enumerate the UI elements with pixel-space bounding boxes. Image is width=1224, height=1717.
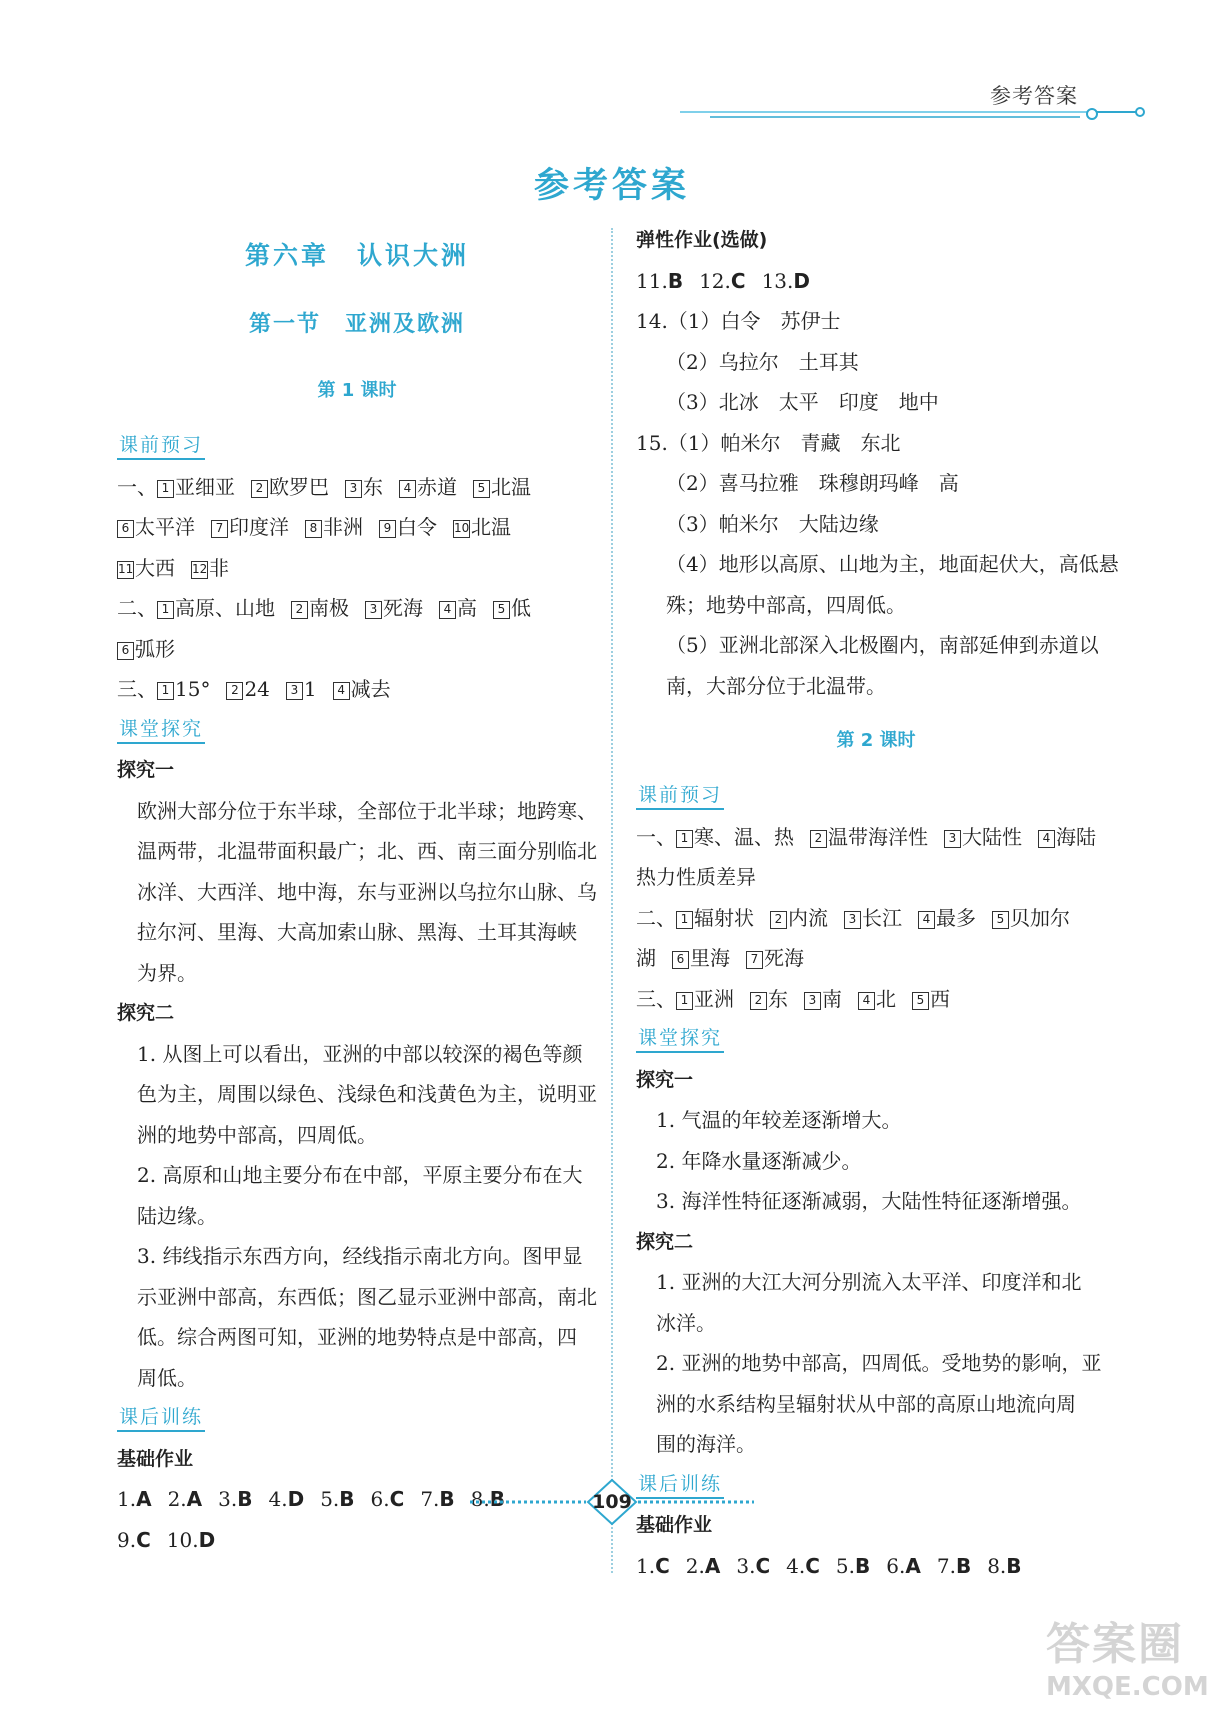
answer-line: 热力性质差异 bbox=[636, 865, 756, 889]
paragraph-line: 3. 纬线指示东西方向，经线指示南北方向。图甲显 bbox=[137, 1244, 583, 1268]
number-box: 1 bbox=[676, 830, 693, 848]
choice: A bbox=[186, 1487, 203, 1511]
q-num: 5. bbox=[320, 1487, 340, 1511]
paragraph-line: 洲的地势中部高，四周低。 bbox=[137, 1122, 377, 1147]
number-box: 4 bbox=[918, 911, 935, 929]
lesson-title: 第 1 课时 bbox=[317, 380, 397, 401]
answer-text: 温带海洋性 bbox=[828, 824, 928, 849]
item-prefix: 二、 bbox=[117, 596, 157, 620]
number-box: 10 bbox=[453, 520, 470, 538]
choice: B bbox=[955, 1553, 972, 1578]
paragraph-line: 冰洋、大西洋、地中海，东与亚洲以乌拉尔山脉、乌 bbox=[137, 879, 597, 904]
answer-text: 15° bbox=[175, 677, 211, 701]
answer-text: 印度洋 bbox=[229, 515, 289, 539]
choice: B bbox=[439, 1487, 455, 1511]
paragraph-line: 2. 年降水量逐渐减少。 bbox=[656, 1148, 862, 1173]
q-num: 5. bbox=[835, 1553, 856, 1578]
number-box: 4 bbox=[858, 992, 875, 1010]
tag-label: 课后训练 bbox=[117, 1404, 205, 1432]
answer-text: 亚细亚 bbox=[175, 474, 235, 499]
number-box: 2 bbox=[226, 682, 243, 700]
choice: A bbox=[905, 1553, 921, 1578]
answer-text: 高 bbox=[457, 596, 477, 620]
answer-text: 大陆性 bbox=[962, 824, 1022, 849]
answer-text: 南 bbox=[822, 986, 842, 1011]
q-num: 9. bbox=[117, 1527, 137, 1552]
paragraph-line: 洲的水系结构呈辐射状从中部的高原山地流向周 bbox=[656, 1391, 1076, 1416]
paragraph-line: 1. 从图上可以看出，亚洲的中部以较深的褐色等颜 bbox=[137, 1041, 583, 1066]
number-box: 1 bbox=[157, 480, 174, 498]
elastic-heading: 弹性作业(选做) bbox=[636, 229, 768, 251]
answer-line bbox=[117, 588, 597, 629]
paragraph-line: 周低。 bbox=[137, 1365, 197, 1390]
number-box: 6 bbox=[117, 642, 134, 660]
number-box: 12 bbox=[191, 561, 208, 579]
q-num: 6. bbox=[886, 1553, 906, 1578]
q-num: 7. bbox=[420, 1487, 440, 1511]
tag-preview bbox=[636, 776, 1116, 817]
answer-text: 贝加尔 bbox=[1010, 905, 1070, 930]
number-box: 4 bbox=[439, 601, 456, 619]
q-num: 8. bbox=[987, 1553, 1007, 1578]
choice: C bbox=[755, 1553, 771, 1578]
answer-text: 低 bbox=[511, 596, 531, 620]
number-box: 4 bbox=[333, 682, 350, 700]
choice: C bbox=[655, 1553, 670, 1578]
watermark-logo: 答案圈 bbox=[1046, 1619, 1184, 1670]
answer-text: 赤道 bbox=[417, 474, 457, 499]
answer-line bbox=[117, 629, 597, 670]
number-box: 5 bbox=[912, 992, 929, 1010]
answer-line: （2）喜马拉雅 珠穆朗玛峰 高 bbox=[666, 471, 959, 495]
answer-text: 里海 bbox=[690, 946, 730, 970]
answer-line: （4）地形以高原、山地为主，地面起伏大，高低悬 bbox=[666, 552, 1119, 576]
paragraph-line: 欧洲大部分位于东半球，全部位于北半球；地跨寒、 bbox=[137, 798, 597, 823]
item-prefix: 一、 bbox=[117, 474, 157, 499]
paragraph-line: 低。综合两图可知，亚洲的地势特点是中部高，四 bbox=[137, 1325, 577, 1349]
answer-line bbox=[636, 261, 1116, 302]
tag-class bbox=[117, 710, 597, 751]
choice: B bbox=[339, 1487, 355, 1511]
choice: B bbox=[667, 268, 684, 293]
choice: D bbox=[793, 268, 810, 293]
paragraph-line: 陆边缘。 bbox=[137, 1203, 217, 1228]
answer-text: 海陆 bbox=[1056, 824, 1096, 849]
number-box: 4 bbox=[1038, 830, 1055, 848]
answer-text: 白令 bbox=[397, 515, 437, 539]
paragraph-line: 温两带，北温带面积最广；北、西、南三面分别临北 bbox=[137, 839, 597, 863]
number-box: 3 bbox=[844, 911, 861, 929]
answer-line: 殊；地势中部高，四周低。 bbox=[666, 592, 906, 617]
basic-heading: 基础作业 bbox=[117, 1447, 194, 1470]
section-title: 第一节 亚洲及欧洲 bbox=[248, 311, 465, 337]
answer-text: 最多 bbox=[936, 905, 976, 930]
answer-text: 亚洲 bbox=[694, 986, 734, 1011]
chapter-title: 第六章 认识大洲 bbox=[244, 241, 469, 270]
paragraph-line: 1. 亚洲的大江大河分别流入太平洋、印度洋和北 bbox=[656, 1270, 1082, 1294]
answer-text: 非 bbox=[209, 555, 229, 580]
paragraph-line: 冰洋。 bbox=[656, 1310, 716, 1335]
lesson-title: 第 2 课时 bbox=[836, 730, 916, 751]
q-num: 10. bbox=[166, 1527, 199, 1552]
watermark-url: MXQE.COM bbox=[1046, 1672, 1209, 1702]
answer-text: 南极 bbox=[309, 596, 349, 620]
q-num: 1. bbox=[117, 1487, 137, 1511]
number-box: 3 bbox=[804, 992, 821, 1010]
answer-line bbox=[117, 669, 597, 710]
answer-line bbox=[636, 938, 1116, 979]
tag-label: 课后训练 bbox=[636, 1471, 724, 1499]
number-box: 1 bbox=[676, 911, 693, 929]
number-box: 3 bbox=[345, 480, 362, 498]
item-prefix: 三、 bbox=[117, 677, 157, 701]
answer-text: 死海 bbox=[764, 946, 804, 970]
answer-line: （5）亚洲北部深入北极圈内，南部延伸到赤道以 bbox=[666, 633, 1099, 657]
q-num: 2. bbox=[167, 1487, 187, 1511]
choice: D bbox=[198, 1527, 216, 1552]
answer-text: 长江 bbox=[862, 905, 902, 930]
choice: D bbox=[287, 1487, 305, 1511]
number-box: 6 bbox=[117, 520, 134, 538]
explore-heading: 探究一 bbox=[117, 759, 175, 781]
number-box: 5 bbox=[493, 601, 510, 619]
paragraph-line: 色为主，周围以绿色、浅绿色和浅黄色为主，说明亚 bbox=[137, 1082, 597, 1106]
answer-line: （2）乌拉尔 土耳其 bbox=[666, 349, 859, 374]
choice: C bbox=[730, 268, 746, 293]
number-box: 2 bbox=[251, 480, 268, 498]
answer-line: 南，大部分位于北温带。 bbox=[666, 673, 886, 698]
answer-text: 东 bbox=[768, 986, 788, 1011]
number-box: 11 bbox=[117, 561, 134, 579]
answer-line: （3）帕米尔 大陆边缘 bbox=[666, 511, 879, 536]
answer-line: （3）北冰 太平 印度 地中 bbox=[666, 390, 939, 414]
number-box: 3 bbox=[286, 682, 303, 700]
answer-line bbox=[117, 467, 597, 508]
item-prefix: 三、 bbox=[636, 986, 676, 1011]
q-num: 6. bbox=[370, 1487, 390, 1511]
basic-heading: 基础作业 bbox=[636, 1514, 713, 1536]
page-title: 参考答案 bbox=[533, 166, 690, 206]
answer-text: 大西 bbox=[135, 555, 175, 580]
answer-line bbox=[117, 548, 597, 589]
number-box: 2 bbox=[750, 992, 767, 1010]
number-box: 6 bbox=[672, 951, 689, 969]
answer-text: 湖 bbox=[636, 946, 656, 970]
paragraph-line: 1. 气温的年较差逐渐增大。 bbox=[656, 1108, 902, 1132]
q-num: 13. bbox=[761, 268, 794, 293]
answer-text: 减去 bbox=[350, 677, 391, 701]
paragraph-line: 围的海洋。 bbox=[656, 1432, 756, 1456]
number-box: 7 bbox=[211, 520, 228, 538]
choice: B bbox=[489, 1487, 506, 1511]
choice: C bbox=[389, 1487, 405, 1511]
number-box: 8 bbox=[305, 520, 322, 538]
q-num: 4. bbox=[268, 1487, 288, 1511]
q-num: 12. bbox=[699, 268, 731, 293]
paragraph-line: 2. 亚洲的地势中部高，四周低。受地势的影响，亚 bbox=[656, 1351, 1102, 1375]
number-box: 9 bbox=[379, 520, 396, 538]
answer-text: 24 bbox=[244, 677, 270, 701]
tag-preview bbox=[117, 426, 597, 467]
answer-text: 寒、温、热 bbox=[694, 824, 794, 849]
answer-line bbox=[636, 979, 1116, 1020]
answer-text: 北 bbox=[876, 986, 896, 1011]
tag-label: 课前预习 bbox=[636, 782, 724, 810]
tag-label: 课堂探究 bbox=[636, 1025, 724, 1053]
header-decoration bbox=[0, 100, 1224, 130]
tag-after bbox=[117, 1398, 597, 1439]
q-num: 3. bbox=[736, 1553, 756, 1578]
choice: C bbox=[805, 1553, 820, 1578]
paragraph-line: 拉尔河、里海、大高加索山脉、黑海、土耳其海峡 bbox=[137, 920, 577, 944]
answer-text: 北温 bbox=[491, 474, 531, 499]
page-number: 109 bbox=[592, 1491, 632, 1513]
answer-text: 太平洋 bbox=[135, 515, 195, 539]
number-box: 1 bbox=[157, 682, 174, 700]
answer-line bbox=[636, 898, 1116, 939]
explore-heading: 探究二 bbox=[636, 1230, 694, 1253]
left-column bbox=[117, 220, 597, 1560]
tag-class bbox=[636, 1019, 1116, 1060]
answer-text: 欧罗巴 bbox=[269, 474, 329, 499]
answer-line: 15.（1）帕米尔 青藏 东北 bbox=[636, 430, 901, 455]
tag-label: 课堂探究 bbox=[117, 716, 205, 744]
paragraph-line: 为界。 bbox=[137, 960, 197, 985]
answer-text: 东 bbox=[363, 474, 383, 499]
answer-text: 内流 bbox=[788, 905, 828, 930]
number-box: 7 bbox=[746, 951, 763, 969]
answer-text: 1 bbox=[303, 677, 317, 701]
number-box: 4 bbox=[399, 480, 416, 498]
q-num: 1. bbox=[636, 1553, 656, 1578]
answer-text: 死海 bbox=[383, 596, 423, 620]
number-box: 3 bbox=[365, 601, 382, 619]
paragraph-line: 2. 高原和山地主要分布在中部，平原主要分布在大 bbox=[137, 1163, 583, 1187]
answer-line bbox=[117, 507, 597, 548]
answer-text: 西 bbox=[930, 986, 950, 1011]
number-box: 5 bbox=[992, 911, 1009, 929]
choice: A bbox=[136, 1487, 152, 1511]
answer-text: 高原、山地 bbox=[175, 596, 275, 620]
number-box: 3 bbox=[944, 830, 961, 848]
number-box: 1 bbox=[676, 992, 693, 1010]
q-num: 11. bbox=[636, 268, 668, 293]
item-prefix: 一、 bbox=[636, 824, 676, 849]
tag-label: 课前预习 bbox=[117, 432, 205, 460]
answer-line bbox=[636, 1546, 1116, 1587]
answer-line bbox=[636, 817, 1116, 858]
choice: C bbox=[136, 1527, 151, 1552]
explore-heading: 探究二 bbox=[117, 1002, 175, 1024]
q-num: 7. bbox=[936, 1553, 956, 1578]
number-box: 5 bbox=[473, 480, 490, 498]
choice: B bbox=[237, 1487, 253, 1511]
header-label: 参考答案 bbox=[990, 84, 1078, 108]
number-box: 1 bbox=[157, 601, 174, 619]
item-prefix: 二、 bbox=[636, 905, 676, 930]
number-box: 2 bbox=[291, 601, 308, 619]
choice: A bbox=[704, 1553, 721, 1578]
column-divider bbox=[611, 228, 613, 1573]
answer-text: 辐射状 bbox=[694, 905, 754, 930]
number-box: 2 bbox=[770, 911, 787, 929]
q-num: 2. bbox=[685, 1553, 705, 1578]
number-box: 2 bbox=[810, 830, 827, 848]
paragraph-line: 3. 海洋性特征逐渐减弱，大陆性特征逐渐增强。 bbox=[656, 1189, 1082, 1213]
paragraph-line: 示亚洲中部高，东西低；图乙显示亚洲中部高，南北 bbox=[137, 1284, 597, 1309]
explore-heading: 探究一 bbox=[636, 1068, 694, 1091]
right-column bbox=[636, 220, 1119, 1586]
q-num: 8. bbox=[470, 1487, 490, 1511]
answer-text: 非洲 bbox=[323, 515, 363, 539]
answer-text: 北温 bbox=[471, 515, 511, 539]
answer-line: 14.（1）白令 苏伊士 bbox=[636, 309, 841, 333]
q-num: 4. bbox=[786, 1553, 806, 1578]
q-num: 3. bbox=[218, 1487, 238, 1511]
answer-text: 弧形 bbox=[135, 636, 175, 661]
choice: B bbox=[855, 1553, 871, 1578]
choice: B bbox=[1006, 1553, 1022, 1578]
